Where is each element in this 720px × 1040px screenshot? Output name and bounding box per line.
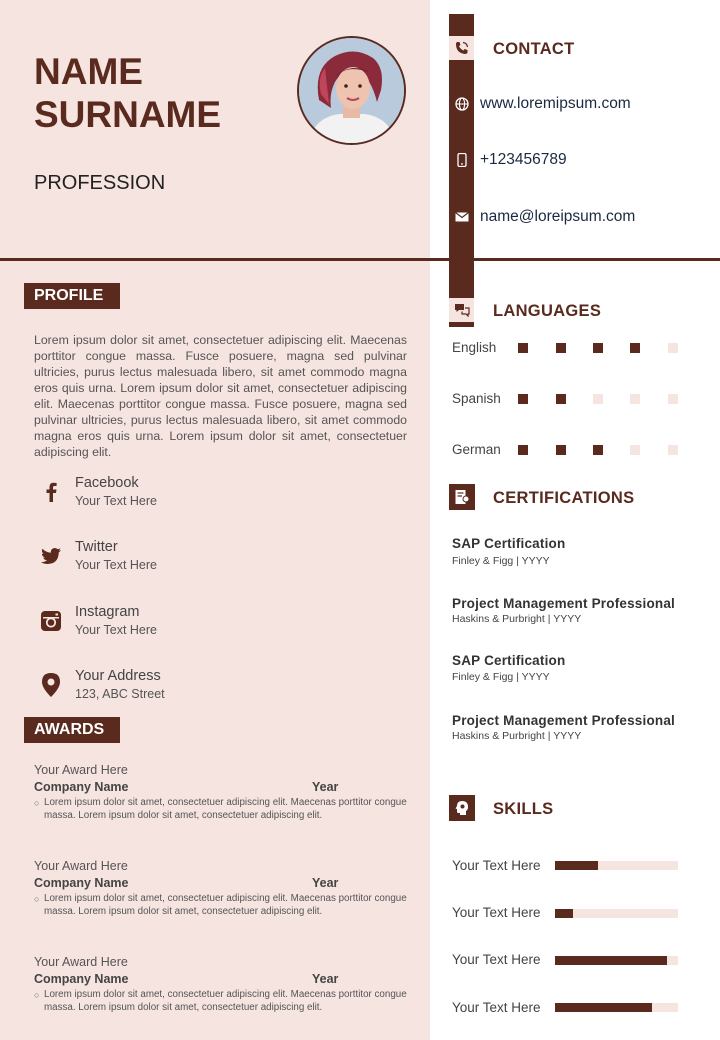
award-year: Year xyxy=(312,972,339,986)
skill-label: Your Text Here xyxy=(452,858,541,873)
language-level-dot xyxy=(668,394,678,404)
language-icon xyxy=(449,298,474,322)
instagram-text: Your Text Here xyxy=(75,623,157,637)
skills-title: SKILLS xyxy=(493,800,554,818)
cert-issuer-line xyxy=(452,671,550,683)
skill-bar xyxy=(555,956,678,965)
cert-year: YYYY xyxy=(521,671,550,683)
award-company: Company Name xyxy=(34,876,129,890)
cert-year: YYYY xyxy=(521,555,550,567)
award-item xyxy=(34,763,414,835)
social-twitter[interactable] xyxy=(40,539,340,579)
instagram-icon xyxy=(40,610,62,632)
contact-email[interactable]: name@loreipsum.com xyxy=(480,208,636,225)
cert-issuer-line xyxy=(452,555,550,567)
social-facebook[interactable] xyxy=(40,475,340,515)
certificate-icon xyxy=(449,484,475,510)
address-title: Your Address xyxy=(75,668,161,684)
envelope-icon xyxy=(449,205,474,229)
award-year: Year xyxy=(312,876,339,890)
language-level-dot xyxy=(630,343,640,353)
surname: SURNAME xyxy=(34,94,222,135)
cert-year: YYYY xyxy=(553,730,582,742)
cert-title: SAP Certification xyxy=(452,653,566,668)
cert-separator: | xyxy=(547,730,551,742)
cert-year: YYYY xyxy=(553,613,582,625)
language-level-dot xyxy=(518,394,528,404)
language-level-dot xyxy=(556,394,566,404)
language-level-dot xyxy=(556,343,566,353)
twitter-title: Twitter xyxy=(75,539,118,555)
cert-separator: | xyxy=(516,671,519,683)
cert-issuer-line xyxy=(452,613,581,625)
full-name xyxy=(34,50,221,136)
social-address xyxy=(40,668,340,708)
award-year: Year xyxy=(312,780,339,794)
profile-photo xyxy=(297,36,406,145)
skill-bar xyxy=(555,861,678,870)
language-english: English xyxy=(452,340,497,355)
languages-title: LANGUAGES xyxy=(493,302,602,320)
language-level-dot xyxy=(668,343,678,353)
language-level-dot xyxy=(518,343,528,353)
certifications-title: CERTIFICATIONS xyxy=(493,489,635,507)
cert-issuer: Haskins & Purbright xyxy=(452,613,545,625)
profile-label: PROFILE xyxy=(24,283,120,309)
award-name: Your Award Here xyxy=(34,859,128,873)
language-level-dot xyxy=(630,445,640,455)
bullet-icon: ○ xyxy=(34,894,40,904)
award-company: Company Name xyxy=(34,972,129,986)
language-level-dot xyxy=(593,343,603,353)
skill-label: Your Text Here xyxy=(452,905,541,920)
cert-issuer-line xyxy=(452,730,581,742)
cert-issuer: Haskins & Purbright xyxy=(452,730,545,742)
twitter-text: Your Text Here xyxy=(75,558,157,572)
contact-website[interactable]: www.loremipsum.com xyxy=(480,95,631,112)
contact-phone[interactable]: +123456789 xyxy=(480,151,567,168)
language-level-dot xyxy=(593,394,603,404)
skill-bar-fill xyxy=(555,1003,652,1012)
portrait-image xyxy=(299,38,404,143)
skill-label: Your Text Here xyxy=(452,1000,541,1015)
skill-bar-fill xyxy=(555,909,573,918)
bullet-icon: ○ xyxy=(34,990,40,1000)
language-spanish: Spanish xyxy=(452,391,501,406)
profession: PROFESSION xyxy=(34,172,166,194)
cert-issuer: Finley & Figg xyxy=(452,555,514,567)
skill-bar xyxy=(555,909,678,918)
facebook-icon xyxy=(40,481,62,503)
award-name: Your Award Here xyxy=(34,955,128,969)
language-level-dot xyxy=(518,445,528,455)
awards-label: AWARDS xyxy=(24,717,120,743)
globe-icon xyxy=(449,92,474,116)
facebook-text: Your Text Here xyxy=(75,494,157,508)
skill-bar xyxy=(555,1003,678,1012)
cert-issuer: Finley & Figg xyxy=(452,671,514,683)
mobile-phone-icon xyxy=(449,148,474,172)
language-level-dot xyxy=(668,445,678,455)
skills-icon xyxy=(449,795,475,821)
cert-title: Project Management Professional xyxy=(452,713,676,728)
instagram-title: Instagram xyxy=(75,604,140,620)
language-level-dot xyxy=(630,394,640,404)
first-name: NAME xyxy=(34,51,143,92)
cert-separator: | xyxy=(516,555,519,567)
award-description: Lorem ipsum dolor sit amet, consectetuer adipiscing elit. Maecenas porttitor congue massa. Lorem ipsum dolor sit amet, consectetuer adipiscing elit. xyxy=(44,893,407,917)
bullet-icon: ○ xyxy=(34,798,40,808)
award-item xyxy=(34,859,414,931)
facebook-title: Facebook xyxy=(75,475,139,491)
twitter-icon xyxy=(40,545,62,567)
address-text: 123, ABC Street xyxy=(75,687,165,701)
award-item xyxy=(34,955,414,1027)
award-company: Company Name xyxy=(34,780,129,794)
language-german: German xyxy=(452,442,501,457)
contact-title: CONTACT xyxy=(493,40,575,58)
skill-bar-fill xyxy=(555,861,598,870)
skill-bar-fill xyxy=(555,956,667,965)
location-pin-icon xyxy=(40,674,62,696)
profile-text: Lorem ipsum dolor sit amet, consectetuer adipiscing elit. Maecenas porttitor congue massa. Fusce posuere, magna sed pulvinar ultricies, purus lectus malesuada libero, sit amet commodo magna eros quis urna. Lorem ipsum dolor sit amet, consectetuer adipiscing elit. Maecenas porttitor congue massa. Fusce posuere, magna sed pulvinar ultricies, purus lectus malesuada libero, sit amet commodo magna eros quis urna. Lorem ipsum dolor sit amet, consectetuer adipiscing elit. xyxy=(34,333,407,459)
language-level-dot xyxy=(593,445,603,455)
award-name: Your Award Here xyxy=(34,763,128,777)
phone-call-icon xyxy=(449,36,474,60)
cert-title: Project Management Professional xyxy=(452,596,676,611)
language-level-dot xyxy=(556,445,566,455)
skill-label: Your Text Here xyxy=(452,952,541,967)
social-instagram[interactable] xyxy=(40,604,340,644)
award-description: Lorem ipsum dolor sit amet, consectetuer adipiscing elit. Maecenas porttitor congue massa. Lorem ipsum dolor sit amet, consectetuer adipiscing elit. xyxy=(44,797,407,821)
cert-title: SAP Certification xyxy=(452,536,566,551)
header-divider xyxy=(0,258,720,261)
award-description: Lorem ipsum dolor sit amet, consectetuer adipiscing elit. Maecenas porttitor congue massa. Lorem ipsum dolor sit amet, consectetuer adipiscing elit. xyxy=(44,989,407,1013)
cert-separator: | xyxy=(547,613,551,625)
